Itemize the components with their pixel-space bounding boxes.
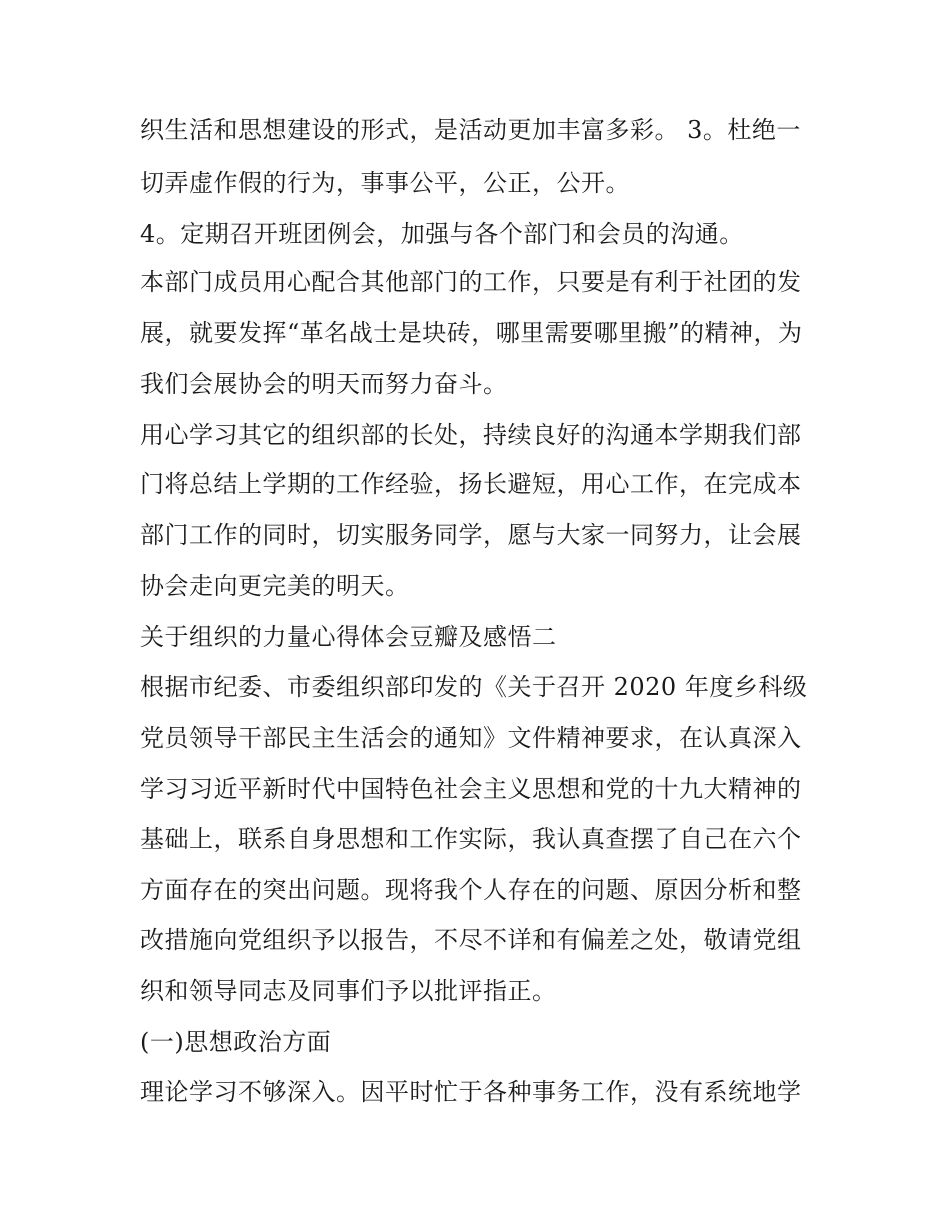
text-line: 协会走向更完美的明天。 <box>140 572 410 600</box>
section-heading: 关于组织的力量心得体会豆瓣及感悟二 <box>140 623 557 651</box>
text-line: 党员领导干部民主生活会的通知》文件精神要求，在认真深入 <box>140 724 802 752</box>
text-line: 学习习近平新时代中国特色社会主义思想和党的十九大精神的 <box>140 775 802 803</box>
text-line: 根据市纪委、市委组织部印发的《关于召开 2020 年度乡科级 <box>140 673 808 701</box>
text-line: 织和领导同志及同事们予以批评指正。 <box>140 977 557 1005</box>
text-line: 方面存在的突出问题。现将我个人存在的问题、原因分析和整 <box>140 876 802 904</box>
text-line: 织生活和思想建设的形式，是活动更加丰富多彩。 3。杜绝一 <box>140 116 801 144</box>
text-line: 本部门成员用心配合其他部门的工作，只要是有利于社团的发 <box>140 268 802 296</box>
text-line: 用心学习其它的组织部的长处，持续良好的沟通本学期我们部 <box>140 421 802 449</box>
text-line: 我们会展协会的明天而努力奋斗。 <box>140 370 508 398</box>
text-line: 展，就要发挥“革名战士是块砖，哪里需要哪里搬”的精神，为 <box>140 319 803 347</box>
subsection-heading: (一)思想政治方面 <box>140 1028 332 1056</box>
text-line: 切弄虚作假的行为，事事公平，公正，公开。 <box>140 169 630 197</box>
text-line: 门将总结上学期的工作经验，扬长避短，用心工作，在完成本 <box>140 470 802 498</box>
text-line: 改措施向党组织予以报告，不尽不详和有偏差之处，敬请党组 <box>140 926 802 954</box>
text-line: 理论学习不够深入。因平时忙于各种事务工作，没有系统地学 <box>140 1078 802 1106</box>
text-line: 基础上，联系自身思想和工作实际，我认真查摆了自己在六个 <box>140 825 802 853</box>
text-line: 4。定期召开班团例会，加强与各个部门和会员的沟通。 <box>140 220 744 248</box>
text-line: 部门工作的同时，切实服务同学，愿与大家一同努力，让会展 <box>140 521 802 549</box>
